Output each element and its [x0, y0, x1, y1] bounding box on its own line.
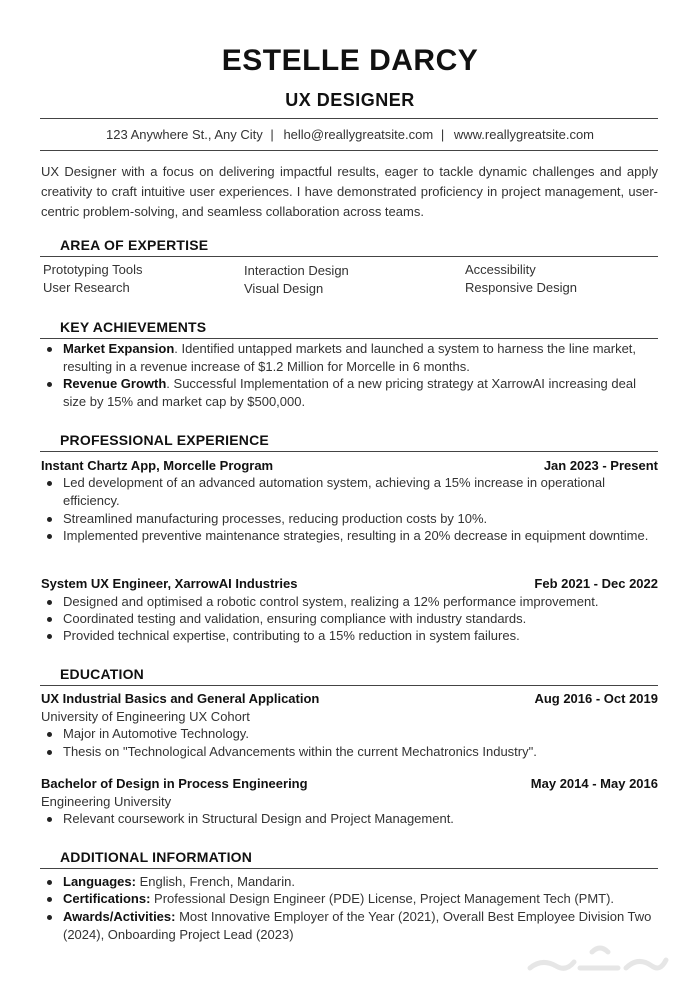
section-divider — [40, 685, 658, 686]
contact-separator: | — [440, 127, 445, 142]
job-title: Instant Chartz App, Morcelle Program — [41, 458, 274, 473]
section-divider — [40, 868, 658, 869]
haraj-watermark-logo-icon — [522, 938, 672, 978]
candidate-title: UX DESIGNER — [285, 90, 415, 110]
achievement-lead: Market Expansion — [63, 341, 175, 356]
contact-website[interactable]: www.reallygreatsite.com — [453, 127, 594, 142]
job-title: System UX Engineer, XarrowAI Industries — [41, 576, 298, 591]
bullet-dot — [47, 897, 52, 902]
additional-text: English, French, Mandarin. — [135, 874, 295, 889]
education-school: Engineering University — [41, 794, 172, 809]
header-divider-top — [40, 118, 658, 119]
contact-address: 123 Anywhere St., Any City — [105, 127, 263, 142]
contact-line — [0, 127, 700, 142]
bullet-dot — [47, 915, 52, 920]
job-date: Jan 2023 - Present — [543, 458, 658, 473]
job-bullet-text: Streamlined manufacturing processes, reducing production costs by 10%. — [63, 511, 488, 526]
job-bullet — [47, 627, 658, 645]
job-date: Feb 2021 - Dec 2022 — [534, 576, 658, 591]
header-divider-bottom — [40, 150, 658, 151]
expertise-item: Responsive Design — [465, 280, 578, 295]
achievement-item — [47, 340, 658, 376]
education-date: Aug 2016 - Oct 2019 — [534, 691, 658, 706]
education-bullet-text: Major in Automotive Technology. — [63, 726, 249, 741]
job-bullet — [47, 610, 658, 628]
bullet-dot — [47, 617, 52, 622]
job-bullet-text: Designed and optimised a robotic control system, realizing a 12% performance improvement. — [63, 594, 599, 609]
contact-separator: | — [270, 127, 274, 142]
education-school: University of Engineering UX Cohort — [41, 709, 250, 724]
job-bullet — [47, 527, 658, 545]
bullet-dot — [47, 382, 52, 387]
education-bullet — [47, 725, 658, 743]
education-title: Bachelor of Design in Process Engineering — [41, 776, 308, 791]
bullet-dot — [47, 817, 52, 822]
job-bullet-text: Implemented preventive maintenance strategies, resulting in a 20% decrease in equipment downtime. — [63, 528, 649, 543]
section-divider — [40, 338, 658, 339]
job-bullet-text: Led development of an advanced automation system, achieving a 15% increase in operational efficiency. — [63, 475, 606, 508]
job-bullet — [47, 510, 658, 528]
bullet-dot — [47, 750, 52, 755]
education-bullet — [47, 743, 658, 761]
expertise-item: Interaction Design — [244, 263, 349, 278]
achievement-item — [47, 375, 658, 411]
bullet-dot — [47, 634, 52, 639]
additional-text: Most Innovative Employer of the Year (2021), Overall Best Employee Division Two (2024), Onboarding Project Lead (2023) — [63, 909, 652, 942]
achievement-text: . Successful Implementation of a new pricing strategy at XarrowAI increasing deal size by 15% and market cap by $500,000. — [63, 376, 636, 409]
section-title-additional: ADDITIONAL INFORMATION — [60, 849, 253, 865]
section-title-achievements: KEY ACHIEVEMENTS — [60, 319, 207, 335]
bullet-dot — [47, 534, 52, 539]
expertise-item: Prototyping Tools — [43, 262, 143, 277]
bullet-dot — [47, 517, 52, 522]
expertise-item: Visual Design — [244, 281, 324, 296]
bullet-dot — [47, 880, 52, 885]
contact-email[interactable]: hello@reallygreatsite.com — [283, 127, 434, 142]
section-divider — [40, 451, 658, 452]
job-bullet — [47, 474, 658, 510]
job-bullet-text: Coordinated testing and validation, ensuring compliance with industry standards. — [63, 611, 527, 626]
section-title-experience: PROFESSIONAL EXPERIENCE — [60, 432, 269, 448]
expertise-item: User Research — [43, 280, 130, 295]
education-bullet-text: Thesis on "Technological Advancements within the current Mechatronics Industry". — [63, 744, 537, 759]
section-title-expertise: AREA OF EXPERTISE — [60, 237, 209, 253]
job-bullet — [47, 593, 658, 611]
additional-lead: Awards/Activities: — [63, 909, 176, 924]
additional-text: Professional Design Engineer (PDE) License, Project Management Tech (PMT). — [150, 891, 615, 906]
bullet-dot — [47, 600, 52, 605]
education-bullet — [47, 810, 658, 828]
education-title: UX Industrial Basics and General Application — [41, 691, 320, 706]
bullet-dot — [47, 481, 52, 486]
additional-lead: Certifications: — [63, 891, 151, 906]
achievement-lead: Revenue Growth — [63, 376, 167, 391]
education-bullet-text: Relevant coursework in Structural Design and Project Management. — [63, 811, 454, 826]
additional-item — [47, 873, 658, 891]
bullet-dot — [47, 347, 52, 352]
section-divider — [40, 256, 658, 257]
bullet-dot — [47, 732, 52, 737]
additional-item — [47, 890, 658, 908]
expertise-item: Accessibility — [465, 262, 536, 277]
additional-lead: Languages: — [63, 874, 136, 889]
candidate-name: ESTELLE DARCY — [221, 44, 479, 77]
education-date: May 2014 - May 2016 — [530, 776, 658, 791]
section-title-education: EDUCATION — [60, 666, 144, 682]
profile-summary: UX Designer with a focus on delivering impactful results, eager to tackle dynamic challenges and apply creativity to craft intuitive user experiences. I have demonstrated proficiency in project management, user-centric problem-solving, and seamless collaboration across teams. — [41, 164, 658, 219]
achievement-text: . Identified untapped markets and launched a system to harness the line market, resulting in a revenue increase of $1.2 Million for Morcelle in 6 months. — [63, 341, 637, 374]
job-bullet-text: Provided technical expertise, contributing to a 15% reduction in system failures. — [63, 628, 520, 643]
